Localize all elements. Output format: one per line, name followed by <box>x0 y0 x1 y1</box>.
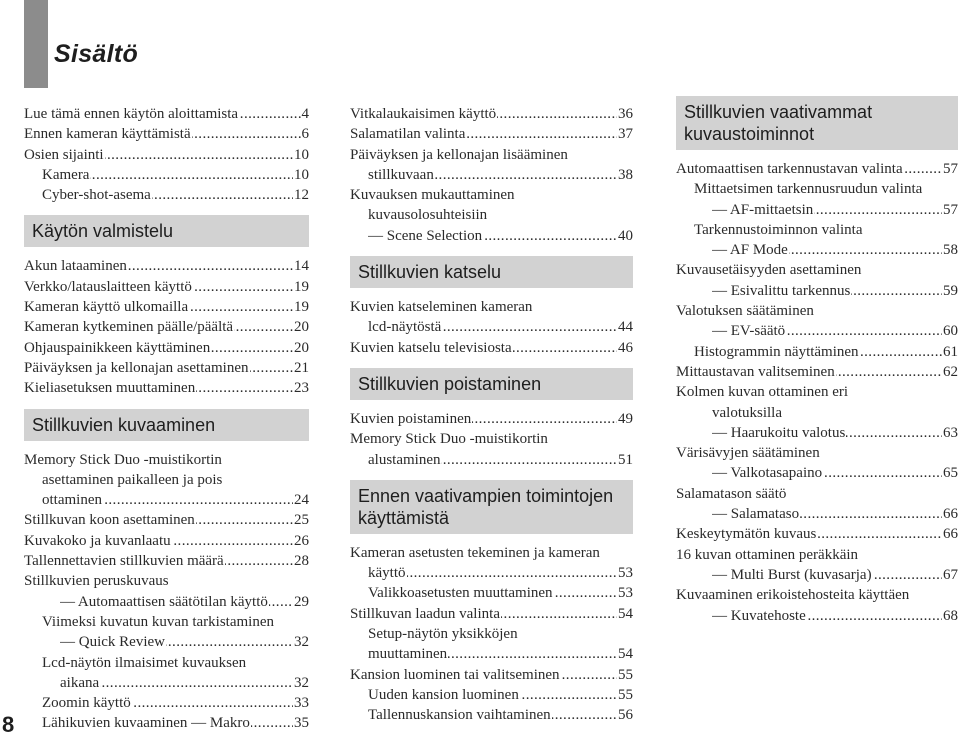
toc-entry-title: Lcd-näytön ilmaisimet kuvauksen <box>42 654 247 671</box>
toc-entry-title: lcd-näytöstä <box>368 319 442 336</box>
toc-entry-title: Mittaetsimen tarkennusruudun valinta <box>694 181 923 198</box>
toc-entry[interactable] <box>712 281 958 301</box>
toc-entry-title: käyttö <box>368 565 406 582</box>
toc-page-number: 44 <box>617 317 633 337</box>
toc-page-number: 10 <box>293 165 309 185</box>
toc-entry[interactable] <box>350 104 633 124</box>
toc-page-number: 32 <box>293 673 309 693</box>
toc-entry-title: valotuksilla <box>712 404 782 421</box>
toc-entry[interactable] <box>712 423 958 443</box>
toc-entry <box>712 403 958 423</box>
toc-entry-title: Cyber-shot-asema <box>42 187 151 204</box>
toc-entry[interactable] <box>60 632 309 652</box>
toc-entry-title: Kuvien poistaminen <box>350 410 472 427</box>
toc-entry-title: Kamera <box>42 166 90 183</box>
toc-entry-title: Uuden kansion luominen <box>368 686 519 703</box>
toc-entry-title: Kameran kytkeminen päälle/päältä <box>24 319 234 336</box>
toc-page-number: 66 <box>942 504 958 524</box>
toc-entry <box>676 545 958 565</box>
toc-entry-title: Valotuksen säätäminen <box>676 303 814 320</box>
toc-page-number: 57 <box>942 159 958 179</box>
toc-entry[interactable] <box>42 165 309 185</box>
toc-entry-title: Salamatilan valinta <box>350 126 466 143</box>
toc-entry <box>368 205 633 225</box>
toc-entry-title: Tarkennustoiminnon valinta <box>694 221 863 238</box>
toc-entry[interactable] <box>712 321 958 341</box>
toc-page-number: 67 <box>942 565 958 585</box>
toc-entry <box>350 185 633 205</box>
toc-entry-title: — Salamataso <box>712 506 800 523</box>
toc-entry-title: Salamatason säätö <box>676 485 787 502</box>
toc-entry[interactable] <box>60 673 309 693</box>
toc-page-number: 61 <box>942 342 958 362</box>
toc-entry <box>350 145 633 165</box>
section-heading: Käytön valmistelu <box>24 215 309 247</box>
toc-entry[interactable] <box>676 362 958 382</box>
toc-page-number: 63 <box>942 423 958 443</box>
toc-entry-title: — Valkotasapaino <box>712 465 823 482</box>
toc-entry-title: Stillkuvan laadun valinta <box>350 605 500 622</box>
toc-entry-title: aikana <box>60 674 100 691</box>
toc-page-number: 38 <box>617 165 633 185</box>
toc-entry[interactable] <box>24 297 309 317</box>
toc-entry-title: Päiväyksen ja kellonajan lisääminen <box>350 146 568 163</box>
toc-entry[interactable] <box>42 693 309 713</box>
toc-entry-title: Akun lataaminen <box>24 258 127 275</box>
toc-entry-title: Vitkalaukaisimen käyttö <box>350 106 497 122</box>
toc-entry-title: Ohjauspainikkeen käyttäminen <box>24 339 211 356</box>
toc-entry <box>676 585 958 605</box>
toc-entry <box>42 653 309 673</box>
toc-entry[interactable] <box>350 409 633 429</box>
toc-entry[interactable] <box>368 226 633 246</box>
toc-entry-title: — Quick Review <box>60 634 165 651</box>
toc-entry-title: Viimeksi kuvatun kuvan tarkistaminen <box>42 613 274 630</box>
toc-entry-title: Memory Stick Duo -muistikortin <box>350 431 548 448</box>
toc-entry-title: Histogrammin näyttäminen <box>694 343 859 360</box>
toc-entry <box>350 429 633 449</box>
toc-entry[interactable] <box>24 104 309 124</box>
toc-entry-title: — EV-säätö <box>712 323 786 340</box>
toc-entry[interactable] <box>694 342 958 362</box>
toc-entry-title: Kansion luominen tai valitseminen <box>350 666 560 683</box>
toc-entry-title: alustaminen <box>368 451 441 468</box>
toc-entry-title: Memory Stick Duo -muistikortin <box>24 451 222 468</box>
toc-entry[interactable] <box>350 338 633 358</box>
toc-entry[interactable] <box>712 240 958 260</box>
toc-page-number: 36 <box>617 104 633 124</box>
toc-entry[interactable] <box>24 510 309 530</box>
toc-page-number: 28 <box>293 551 309 571</box>
toc-entry[interactable] <box>712 200 958 220</box>
toc-page-number: 32 <box>293 632 309 652</box>
toc-page-number: 68 <box>942 606 958 626</box>
toc-entry <box>42 470 309 490</box>
toc-entry-title: — AF Mode <box>712 242 788 259</box>
toc-entry <box>676 382 958 402</box>
toc-entry[interactable] <box>42 490 309 510</box>
toc-entry <box>676 443 958 463</box>
toc-entry-title: Tallennettavien stillkuvien määrä <box>24 553 224 570</box>
section-heading: Stillkuvien poistaminen <box>350 368 633 400</box>
toc-entry-title: Valikkoasetusten muuttaminen <box>368 585 553 602</box>
toc-entry-title: Kolmen kuvan ottaminen eri <box>676 384 849 401</box>
toc-page-number: 54 <box>617 644 633 664</box>
toc-entry-title: Kuvakoko ja kuvanlaatu <box>24 532 171 549</box>
toc-entry-title: Ennen kameran käyttämistä <box>24 126 191 143</box>
section-heading: Stillkuvien katselu <box>350 256 633 288</box>
toc-entry-title: Automaattisen tarkennustavan valinta <box>676 161 903 177</box>
toc-entry[interactable] <box>24 256 309 276</box>
toc-page-number: 12 <box>293 185 309 205</box>
section-heading: Stillkuvien vaativammat kuvaustoiminnot <box>676 96 958 150</box>
toc-entry-title: Kameran asetusten tekeminen ja kameran <box>350 544 600 561</box>
toc-entry[interactable] <box>712 565 958 585</box>
toc-entry-title: Kuvauksen mukauttaminen <box>350 187 515 204</box>
toc-entry[interactable] <box>676 159 958 179</box>
toc-entry[interactable] <box>712 606 958 626</box>
toc-entry[interactable] <box>368 165 633 185</box>
toc-entry-title: stillkuvaan <box>368 166 434 183</box>
toc-entry <box>42 612 309 632</box>
toc-entry[interactable] <box>712 463 958 483</box>
toc-entry[interactable] <box>24 145 309 165</box>
toc-entry-title: Keskeytymätön kuvaus <box>676 526 817 543</box>
toc-entry-title: — AF-mittaetsin <box>712 201 814 218</box>
toc-page-number: 6 <box>301 124 310 144</box>
toc-entry[interactable] <box>24 277 309 297</box>
toc-entry <box>24 450 309 470</box>
toc-entry-title: Kameran käyttö ulkomailla <box>24 299 189 316</box>
section-heading: Stillkuvien kuvaaminen <box>24 409 309 441</box>
toc-entry[interactable] <box>24 551 309 571</box>
toc-page-number: 19 <box>293 297 309 317</box>
toc-entry-title: asettaminen paikalleen ja pois <box>42 471 223 488</box>
toc-entry-title: Osien sijainti <box>24 146 104 163</box>
toc-page-number: 56 <box>617 705 633 725</box>
toc-entry-title: Lähikuvien kuvaaminen — Makro <box>42 715 250 732</box>
toc-entry <box>694 179 958 199</box>
toc-entry-title: — Kuvatehoste <box>712 607 806 624</box>
toc-page-number: 25 <box>293 510 309 530</box>
toc-entry[interactable] <box>24 358 309 378</box>
toc-entry-title: ottaminen <box>42 492 102 509</box>
toc-entry[interactable] <box>60 592 309 612</box>
page-number: 8 <box>2 712 15 737</box>
toc-page-number: 59 <box>942 281 958 301</box>
toc-entry-title: Kuvaaminen erikoistehosteita käyttäen <box>676 587 910 604</box>
toc-entry-title: Kuvausetäisyyden asettaminen <box>676 262 862 279</box>
toc-page-number: 60 <box>942 321 958 341</box>
toc-entry-title: Verkko/latauslaitteen käyttö <box>24 278 192 295</box>
toc-entry-title: Päiväyksen ja kellonajan asettaminen <box>24 359 249 376</box>
toc-entry-title: kuvausolosuhteisiin <box>368 207 488 224</box>
toc-entry[interactable] <box>368 705 633 725</box>
toc-page-number: 53 <box>617 563 633 583</box>
toc-page-number: 37 <box>617 124 633 144</box>
section-heading: Ennen vaativampien toimintojen käyttämistä <box>350 480 633 534</box>
toc-entry <box>676 484 958 504</box>
toc-entry <box>676 301 958 321</box>
toc-entry[interactable] <box>24 124 309 144</box>
toc-entry[interactable] <box>350 604 633 624</box>
toc-entry-title: — Esivalittu tarkennus <box>712 282 851 299</box>
toc-entry <box>676 260 958 280</box>
toc-entry-title: — Multi Burst (kuvasarja) <box>712 566 872 583</box>
toc-page-number: 55 <box>617 685 633 705</box>
toc-column-3 <box>676 104 958 626</box>
toc-page-number: 4 <box>301 104 310 124</box>
toc-page-number: 29 <box>293 592 309 612</box>
toc-entry-title: Lue tämä ennen käytön aloittamista <box>24 106 239 122</box>
toc-entry[interactable] <box>42 185 309 205</box>
toc-page-number: 26 <box>293 531 309 551</box>
toc-entry[interactable] <box>368 644 633 664</box>
toc-page-number: 14 <box>293 256 309 276</box>
toc-page-number: 23 <box>293 378 309 398</box>
toc-entry[interactable] <box>368 583 633 603</box>
toc-entry[interactable] <box>368 685 633 705</box>
toc-entry[interactable] <box>350 665 633 685</box>
toc-entry <box>350 297 633 317</box>
toc-page-number: 46 <box>617 338 633 358</box>
toc-entry[interactable] <box>368 563 633 583</box>
toc-entry[interactable] <box>350 124 633 144</box>
toc-page-number: 33 <box>293 693 309 713</box>
toc-entry[interactable] <box>676 524 958 544</box>
toc-entry[interactable] <box>712 504 958 524</box>
toc-entry-title: Kieliasetuksen muuttaminen <box>24 380 196 397</box>
toc-page-number: 19 <box>293 277 309 297</box>
toc-page-number: 35 <box>293 713 309 733</box>
toc-entry[interactable] <box>24 338 309 358</box>
toc-entry <box>694 220 958 240</box>
toc-entry-title: Kuvien katseleminen kameran <box>350 299 533 316</box>
toc-column-1 <box>24 104 309 734</box>
toc-column-2 <box>350 104 633 726</box>
toc-page-number: 20 <box>293 338 309 358</box>
toc-page-number: 65 <box>942 463 958 483</box>
toc-page-number: 57 <box>942 200 958 220</box>
toc-entry-title: Zoomin käyttö <box>42 695 131 712</box>
toc-page-number: 62 <box>942 362 958 382</box>
toc-entry-title: Kuvien katselu televisiosta <box>350 339 512 356</box>
toc-page-number: 55 <box>617 665 633 685</box>
toc-entry[interactable] <box>368 450 633 470</box>
toc-entry-title: Setup-näytön yksikköjen <box>368 626 518 643</box>
toc-entry-title: — Scene Selection <box>368 227 483 244</box>
toc-entry-title: Tallennuskansion vaihtaminen <box>368 707 551 724</box>
toc-entry <box>24 571 309 591</box>
toc-page-number: 21 <box>293 358 309 378</box>
toc-page-number: 24 <box>293 490 309 510</box>
toc-entry[interactable] <box>24 317 309 337</box>
toc-entry[interactable] <box>24 378 309 398</box>
toc-entry-title: 16 kuvan ottaminen peräkkäin <box>676 546 859 563</box>
header-accent-bar <box>24 0 48 88</box>
toc-page-number: 66 <box>942 524 958 544</box>
toc-page-number: 40 <box>617 226 633 246</box>
toc-entry[interactable] <box>24 531 309 551</box>
toc-entry-title: Stillkuvien peruskuvaus <box>24 573 169 590</box>
toc-entry <box>368 624 633 644</box>
toc-entry[interactable] <box>368 317 633 337</box>
toc-page-number: 10 <box>293 145 309 165</box>
toc-page-number: 20 <box>293 317 309 337</box>
toc-entry <box>350 543 633 563</box>
toc-entry[interactable] <box>42 713 309 733</box>
toc-page-number: 51 <box>617 450 633 470</box>
toc-entry-title: Mittaustavan valitseminen <box>676 363 835 380</box>
page-title: Sisältö <box>54 40 139 68</box>
toc-entry-title: — Haarukoitu valotus <box>712 424 846 441</box>
toc-page-number: 53 <box>617 583 633 603</box>
toc-entry-title: — Automaattisen säätötilan käyttö <box>60 593 268 610</box>
toc-page-number: 58 <box>942 240 958 260</box>
toc-entry-title: Stillkuvan koon asettaminen <box>24 512 195 529</box>
toc-entry-title: muuttaminen <box>368 646 448 663</box>
toc-entry-title: Värisävyjen säätäminen <box>676 445 820 462</box>
toc-page-number: 49 <box>617 409 633 429</box>
toc-page-number: 54 <box>617 604 633 624</box>
